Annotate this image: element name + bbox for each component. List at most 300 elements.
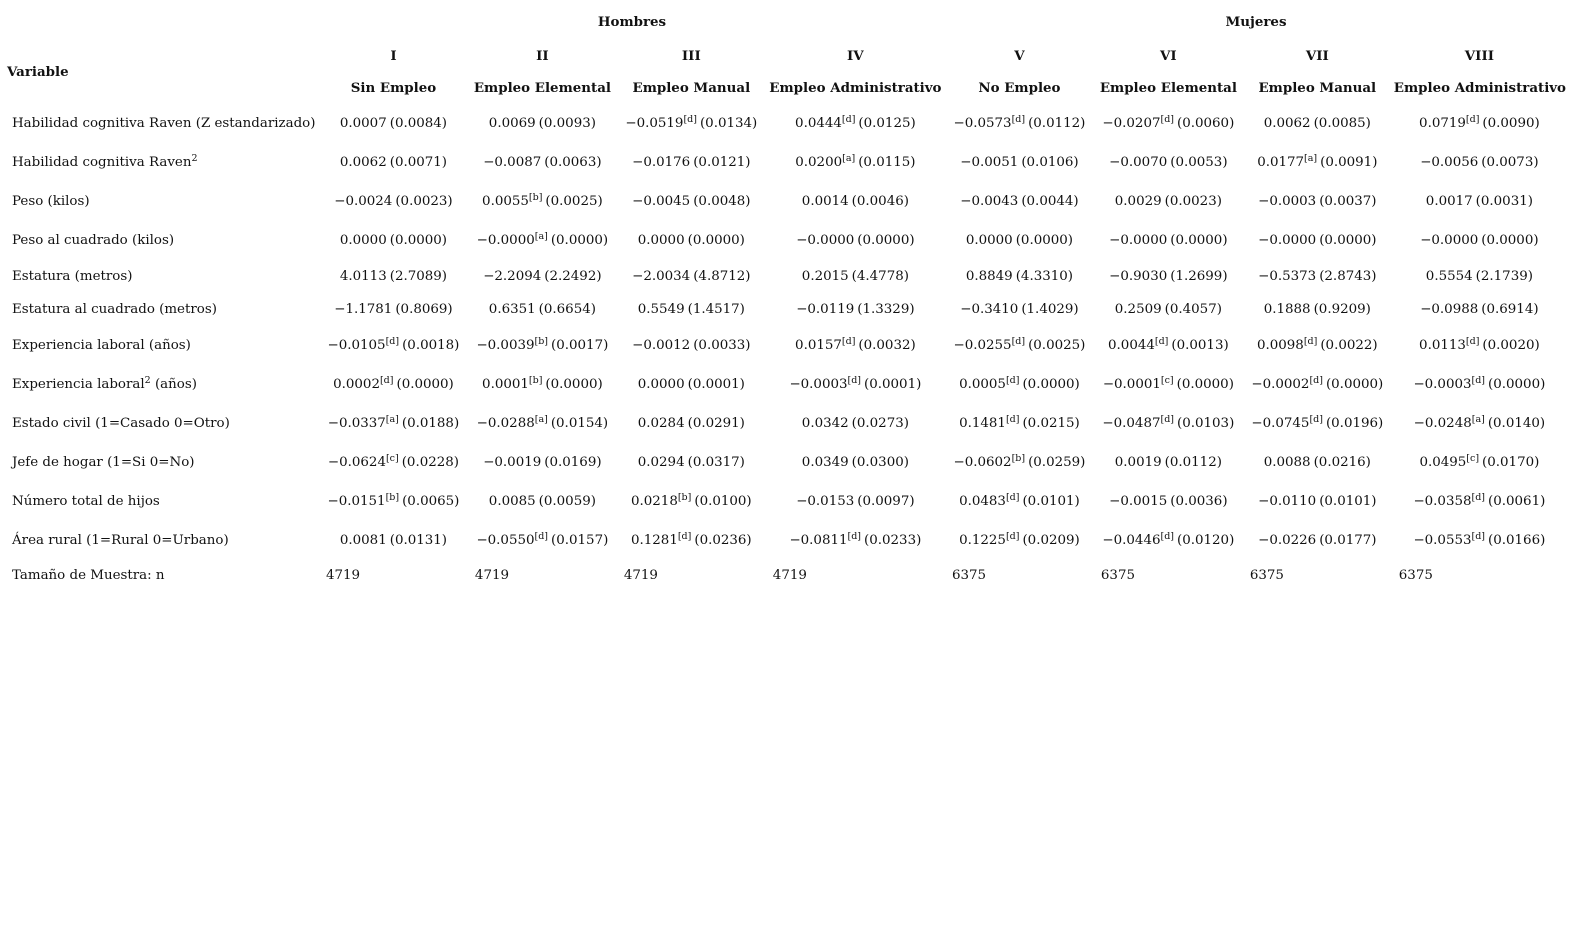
standard-error: (0.0000) [687, 232, 745, 248]
coefficient-cell [1392, 104, 1567, 143]
row-variable-label [5, 143, 319, 182]
coefficient-value: 0.0284 [637, 415, 685, 431]
coefficient-cell [1392, 221, 1567, 260]
significance-marker: [b] [677, 491, 692, 503]
significance-marker: [c] [1466, 452, 1480, 464]
coefficient-value: 0.0088 [1263, 454, 1311, 470]
standard-error: (0.0170) [1482, 454, 1540, 470]
standard-error: (0.0215) [1022, 415, 1080, 431]
coefficient-cell [766, 182, 945, 221]
coefficient-cell [945, 221, 1094, 260]
coefficient-cell [766, 104, 945, 143]
standard-error: (0.0065) [402, 493, 460, 509]
standard-error: (0.0025) [1028, 337, 1086, 353]
coefficient-cell [319, 326, 468, 365]
significance-marker: [d] [683, 113, 697, 125]
coefficient-value: 0.1481 [959, 415, 1006, 431]
coefficient-value: 0.0014 [801, 193, 849, 209]
table-row [5, 293, 1567, 326]
coefficient-cell [1392, 482, 1567, 521]
table-row [5, 182, 1567, 221]
roman-header-row [5, 40, 1567, 72]
standard-error: (0.6654) [538, 301, 596, 317]
standard-error: (0.0157) [551, 532, 609, 548]
coefficient-value: 0.0719 [1419, 115, 1466, 131]
significance-marker: [d] [1465, 113, 1480, 125]
standard-error: (0.0048) [693, 193, 751, 209]
coefficient-cell [1392, 293, 1567, 326]
standard-error: (2.2492) [544, 268, 602, 284]
sample-size-value: 4719 [325, 568, 361, 583]
column-label-7: Empleo Manual [1258, 80, 1377, 96]
standard-error: (0.0097) [857, 493, 915, 509]
standard-error: (0.0063) [544, 154, 602, 170]
coefficient-value: 0.0085 [488, 493, 536, 509]
standard-error: (0.0115) [858, 154, 916, 170]
significance-marker: [d] [1005, 530, 1020, 542]
coefficient-cell [319, 293, 468, 326]
coefficient-value: 0.0483 [959, 493, 1006, 509]
coefficient-cell [1094, 143, 1243, 182]
variable-unit: (años) [150, 376, 197, 392]
coefficient-value: −0.0288 [476, 415, 535, 431]
standard-error: (0.0000) [1176, 376, 1234, 392]
significance-marker: [a] [842, 152, 856, 164]
row-variable-label [5, 443, 319, 482]
coefficient-value: 0.6351 [488, 301, 536, 317]
coefficient-value: 0.5554 [1425, 268, 1473, 284]
coefficient-value: −0.0000 [1258, 232, 1317, 248]
results-table [5, 4, 1567, 592]
coefficient-value: −0.0487 [1102, 415, 1161, 431]
coefficient-cell [1094, 404, 1243, 443]
coefficient-cell [617, 482, 766, 521]
table-body [5, 104, 1567, 592]
variable-exponent: 2 [144, 374, 151, 386]
coefficient-cell [1243, 482, 1392, 521]
coefficient-value: −0.0226 [1258, 532, 1317, 548]
row-variable-label [5, 104, 319, 143]
coefficient-value: −0.0248 [1413, 415, 1472, 431]
standard-error: (0.0154) [550, 415, 609, 431]
standard-error: (0.0000) [1488, 376, 1546, 392]
coefficient-value: −0.0811 [789, 532, 848, 548]
significance-marker: [d] [1005, 491, 1020, 503]
coefficient-value: −0.0045 [632, 193, 691, 209]
row-variable-label [5, 221, 319, 260]
coefficient-value: 0.0007 [339, 115, 387, 131]
coefficient-cell [766, 326, 945, 365]
coefficient-cell [945, 404, 1094, 443]
table-row [5, 104, 1567, 143]
coefficient-cell [1094, 182, 1243, 221]
coefficient-value: −0.0000 [1420, 232, 1479, 248]
standard-error: (0.0112) [1028, 115, 1086, 131]
coefficient-value: −0.0024 [334, 193, 393, 209]
standard-error: (2.1739) [1475, 268, 1533, 284]
coefficient-value: −0.0110 [1258, 493, 1317, 509]
coefficient-cell [766, 365, 945, 404]
row-variable-label [5, 182, 319, 221]
coefficient-cell [617, 293, 766, 326]
coefficient-value: −0.0153 [796, 493, 855, 509]
significance-marker: [b] [528, 374, 543, 386]
significance-marker: [a] [534, 413, 548, 425]
coefficient-value: 0.0019 [1114, 454, 1162, 470]
significance-marker: [d] [1160, 530, 1174, 542]
significance-marker: [b] [385, 491, 400, 503]
standard-error: (0.0000) [389, 232, 448, 248]
coefficient-cell [1392, 521, 1567, 560]
coefficient-cell [766, 260, 945, 293]
coefficient-cell [1094, 221, 1243, 260]
standard-error: (0.8069) [395, 301, 453, 317]
coefficient-value: 0.0444 [795, 115, 842, 131]
row-variable-label [5, 260, 319, 293]
coefficient-value: −0.0602 [953, 454, 1012, 470]
column-roman-4: IV [847, 48, 864, 64]
significance-marker: [d] [1005, 413, 1020, 425]
coefficient-value: −2.2094 [483, 268, 542, 284]
standard-error: (0.0000) [1325, 376, 1384, 392]
coefficient-value: 0.0098 [1256, 337, 1304, 353]
standard-error: (0.0073) [1481, 154, 1539, 170]
standard-error: (0.0071) [389, 154, 448, 170]
coefficient-value: −0.0039 [476, 337, 535, 353]
standard-error: (0.0300) [851, 454, 909, 470]
standard-error: (0.0022) [1320, 337, 1378, 353]
coefficient-cell [945, 482, 1094, 521]
coefficient-cell [319, 365, 468, 404]
significance-marker: [d] [385, 335, 400, 347]
coefficient-cell [1392, 404, 1567, 443]
coefficient-cell [766, 293, 945, 326]
coefficient-value: 0.0069 [488, 115, 536, 131]
row-variable-label [5, 521, 319, 560]
coefficient-cell [1094, 443, 1243, 482]
standard-error: (0.0259) [1028, 454, 1086, 470]
coefficient-cell [1243, 365, 1392, 404]
standard-error: (0.0112) [1164, 454, 1222, 470]
row-variable-label [5, 293, 319, 326]
coefficient-cell [1392, 443, 1567, 482]
coefficient-value: −0.0003 [789, 376, 848, 392]
coefficient-cell [1243, 221, 1392, 260]
row-variable-label [5, 365, 319, 404]
significance-marker: [d] [1309, 374, 1323, 386]
coefficient-cell [766, 443, 945, 482]
standard-error: (0.0121) [693, 154, 751, 170]
coefficient-value: 0.0062 [339, 154, 387, 170]
coefficient-value: −0.0988 [1420, 301, 1479, 317]
coefficient-value: −0.0624 [327, 454, 386, 470]
significance-marker: [c] [1160, 374, 1174, 386]
row-variable-label [5, 404, 319, 443]
coefficient-cell [1094, 293, 1243, 326]
coefficient-cell [617, 260, 766, 293]
standard-error: (0.0000) [1170, 232, 1228, 248]
standard-error: (0.0100) [694, 493, 752, 509]
coefficient-value: −0.0519 [625, 115, 684, 131]
standard-error: (0.0033) [693, 337, 751, 353]
coefficient-value: −0.0015 [1109, 493, 1168, 509]
standard-error: (0.0000) [1481, 232, 1539, 248]
column-label-3: Empleo Manual [632, 80, 751, 96]
coefficient-value: 0.0000 [637, 232, 685, 248]
group-header-mujeres: Mujeres [1225, 14, 1287, 30]
coefficient-cell [617, 182, 766, 221]
coefficient-cell [319, 404, 468, 443]
column-roman-2: II [536, 48, 549, 64]
variable-name: Experiencia laboral [12, 376, 145, 392]
significance-marker: [d] [534, 530, 549, 542]
coefficient-cell [617, 143, 766, 182]
standard-error: (0.0273) [851, 415, 909, 431]
standard-error: (0.0001) [687, 376, 745, 392]
coefficient-cell [468, 143, 617, 182]
standard-error: (0.0101) [1022, 493, 1080, 509]
standard-error: (0.0209) [1022, 532, 1080, 548]
coefficient-value: 0.0017 [1425, 193, 1473, 209]
standard-error: (0.0291) [687, 415, 745, 431]
column-label-2: Empleo Elemental [473, 80, 611, 96]
standard-error: (0.0140) [1487, 415, 1546, 431]
standard-error: (1.2699) [1170, 268, 1228, 284]
coefficient-value: −0.0255 [953, 337, 1012, 353]
coefficient-value: 0.0029 [1114, 193, 1162, 209]
standard-error: (0.0046) [851, 193, 909, 209]
coefficient-value: 0.0113 [1419, 337, 1466, 353]
coefficient-value: −0.0550 [476, 532, 535, 548]
standard-error: (0.0166) [1488, 532, 1546, 548]
table-row [5, 143, 1567, 182]
coefficient-value: 0.0002 [333, 376, 380, 392]
column-label-5: No Empleo [978, 80, 1061, 96]
standard-error: (4.8712) [693, 268, 751, 284]
standard-error: (0.0228) [401, 454, 460, 470]
row-variable-label [5, 326, 319, 365]
coefficient-value: −0.0176 [632, 154, 691, 170]
coefficient-cell [1243, 182, 1392, 221]
significance-marker: [b] [534, 335, 549, 347]
significance-marker: [a] [1304, 152, 1318, 164]
standard-error: (2.8743) [1319, 268, 1377, 284]
coefficient-value: −0.0087 [483, 154, 542, 170]
coefficient-cell [617, 221, 766, 260]
coefficient-cell [945, 104, 1094, 143]
variable-name: Número total de hijos [12, 493, 160, 509]
significance-marker: [d] [1005, 374, 1020, 386]
standard-error: (0.0084) [389, 115, 448, 131]
coefficient-cell [1243, 260, 1392, 293]
column-roman-6: VI [1160, 48, 1177, 64]
standard-error: (0.0000) [545, 376, 603, 392]
coefficient-value: 0.2015 [801, 268, 849, 284]
coefficient-value: −0.9030 [1109, 268, 1168, 284]
table-row [5, 482, 1567, 521]
standard-error: (0.0037) [1319, 193, 1377, 209]
sample-size-value: 4719 [474, 568, 509, 583]
standard-error: (0.0103) [1177, 415, 1235, 431]
coefficient-cell [766, 143, 945, 182]
column-label-8: Empleo Administrativo [1393, 80, 1566, 96]
standard-error: (1.4517) [687, 301, 745, 317]
coefficient-value: −1.1781 [334, 301, 393, 317]
coefficient-value: −0.0553 [1413, 532, 1472, 548]
significance-marker: [d] [1160, 113, 1174, 125]
standard-error: (0.0032) [858, 337, 916, 353]
coefficient-cell [1392, 365, 1567, 404]
variable-name: Estatura (metros) [12, 268, 133, 284]
table-row [5, 221, 1567, 260]
coefficient-cell [1392, 182, 1567, 221]
coefficient-cell [319, 260, 468, 293]
coefficient-cell [1392, 326, 1567, 365]
coefficient-value: 0.1281 [630, 532, 678, 548]
coefficient-cell [319, 182, 468, 221]
coefficient-cell [945, 443, 1094, 482]
significance-marker: [d] [1011, 335, 1026, 347]
variable-name: Jefe de hogar (1=Si 0=No) [12, 454, 195, 470]
standard-error: (0.0060) [1177, 115, 1235, 131]
standard-error: (0.0317) [687, 454, 745, 470]
standard-error: (0.9209) [1313, 301, 1371, 317]
coefficient-value: −0.0151 [327, 493, 386, 509]
sample-size-value: 6375 [1249, 568, 1284, 583]
significance-marker: [d] [847, 530, 862, 542]
coefficient-value: 0.0062 [1263, 115, 1311, 131]
standard-error: (0.0044) [1021, 193, 1079, 209]
standard-error: (2.7089) [389, 268, 448, 284]
coefficient-cell [617, 365, 766, 404]
coefficient-cell [617, 326, 766, 365]
coefficient-cell [945, 521, 1094, 560]
coefficient-cell [319, 521, 468, 560]
variable-name: Estatura al cuadrado (metros) [12, 301, 217, 317]
coefficient-value: −0.0745 [1251, 415, 1310, 431]
significance-marker: [d] [1465, 335, 1480, 347]
coefficient-value: −0.0002 [1251, 376, 1310, 392]
coefficient-value: −0.0003 [1258, 193, 1317, 209]
significance-marker: [d] [841, 113, 856, 125]
coefficient-value: −0.0056 [1420, 154, 1479, 170]
table-header [5, 4, 1567, 104]
standard-error: (0.0216) [1313, 454, 1371, 470]
coefficient-cell [468, 260, 617, 293]
group-header-empty [5, 4, 319, 40]
standard-error: (0.4057) [1164, 301, 1222, 317]
coefficient-value: −0.3410 [960, 301, 1019, 317]
standard-error: (0.0106) [1021, 154, 1079, 170]
significance-marker: [d] [847, 374, 862, 386]
coefficient-value: −0.0105 [327, 337, 386, 353]
coefficient-cell [1243, 443, 1392, 482]
significance-marker: [d] [1303, 335, 1318, 347]
column-label-4: Empleo Administrativo [769, 80, 942, 96]
significance-marker: [d] [1471, 530, 1486, 542]
coefficient-cell [468, 104, 617, 143]
standard-error: (0.0120) [1177, 532, 1235, 548]
coefficient-cell [319, 221, 468, 260]
significance-marker: [d] [1160, 413, 1174, 425]
coefficient-cell [1243, 104, 1392, 143]
coefficient-cell [945, 182, 1094, 221]
table-row [5, 365, 1567, 404]
significance-marker: [d] [1011, 113, 1026, 125]
coefficient-cell [1243, 404, 1392, 443]
coefficient-cell [617, 521, 766, 560]
coefficient-value: −0.0043 [960, 193, 1019, 209]
coefficient-value: 0.0218 [630, 493, 678, 509]
coefficient-cell [468, 521, 617, 560]
coefficient-cell [1094, 521, 1243, 560]
coefficient-cell [319, 443, 468, 482]
coefficient-value: 0.0157 [795, 337, 842, 353]
coefficient-value: 4.0113 [339, 268, 387, 284]
variable-name: Área rural (1=Rural 0=Urbano) [12, 532, 229, 548]
significance-marker: [d] [1471, 491, 1486, 503]
variable-name: Peso (kilos) [12, 193, 90, 209]
coefficient-cell [1094, 482, 1243, 521]
standard-error: (0.0177) [1319, 532, 1377, 548]
coefficient-value: −0.0001 [1102, 376, 1161, 392]
coefficient-cell [945, 293, 1094, 326]
coefficient-cell [766, 404, 945, 443]
coefficient-cell [945, 143, 1094, 182]
coefficient-value: −0.0019 [483, 454, 542, 470]
coefficient-value: −0.0003 [1413, 376, 1472, 392]
standard-error: (1.3329) [857, 301, 915, 317]
coefficient-cell [1243, 521, 1392, 560]
coefficient-value: 0.0044 [1108, 337, 1155, 353]
coefficient-value: 0.0200 [795, 154, 843, 170]
coefficient-value: 0.1888 [1263, 301, 1311, 317]
significance-marker: [c] [385, 452, 399, 464]
sample-size-value: 6375 [1398, 568, 1433, 583]
sample-size-value: 4719 [623, 568, 658, 583]
coefficient-value: 0.0000 [965, 232, 1013, 248]
coefficient-cell [766, 221, 945, 260]
coefficient-value: 0.0495 [1419, 454, 1467, 470]
coefficient-value: −0.0446 [1102, 532, 1161, 548]
coefficient-cell [617, 104, 766, 143]
coefficient-cell [319, 104, 468, 143]
coefficient-cell [766, 482, 945, 521]
coefficient-cell [1392, 260, 1567, 293]
coefficient-value: 0.0177 [1257, 154, 1305, 170]
coefficient-cell [319, 482, 468, 521]
standard-error: (0.0125) [858, 115, 916, 131]
coefficient-value: 0.2509 [1114, 301, 1162, 317]
standard-error: (0.0233) [864, 532, 922, 548]
coefficient-value: 0.8849 [965, 268, 1013, 284]
standard-error: (0.0061) [1488, 493, 1546, 509]
standard-error: (0.0196) [1325, 415, 1384, 431]
significance-marker: [d] [841, 335, 856, 347]
coefficient-cell [1094, 260, 1243, 293]
significance-marker: [b] [528, 191, 543, 203]
column-roman-8: VIII [1464, 48, 1494, 64]
standard-error: (0.0000) [1015, 232, 1074, 248]
coefficient-cell [945, 260, 1094, 293]
coefficient-cell [468, 482, 617, 521]
sample-size-label: Tamaño de Muestra: n [12, 568, 165, 583]
coefficient-value: 0.1225 [959, 532, 1006, 548]
column-roman-5: V [1014, 48, 1025, 64]
column-roman-3: III [681, 48, 701, 64]
group-header-hombres: Hombres [597, 14, 667, 30]
standard-error: (0.0085) [1313, 115, 1371, 131]
